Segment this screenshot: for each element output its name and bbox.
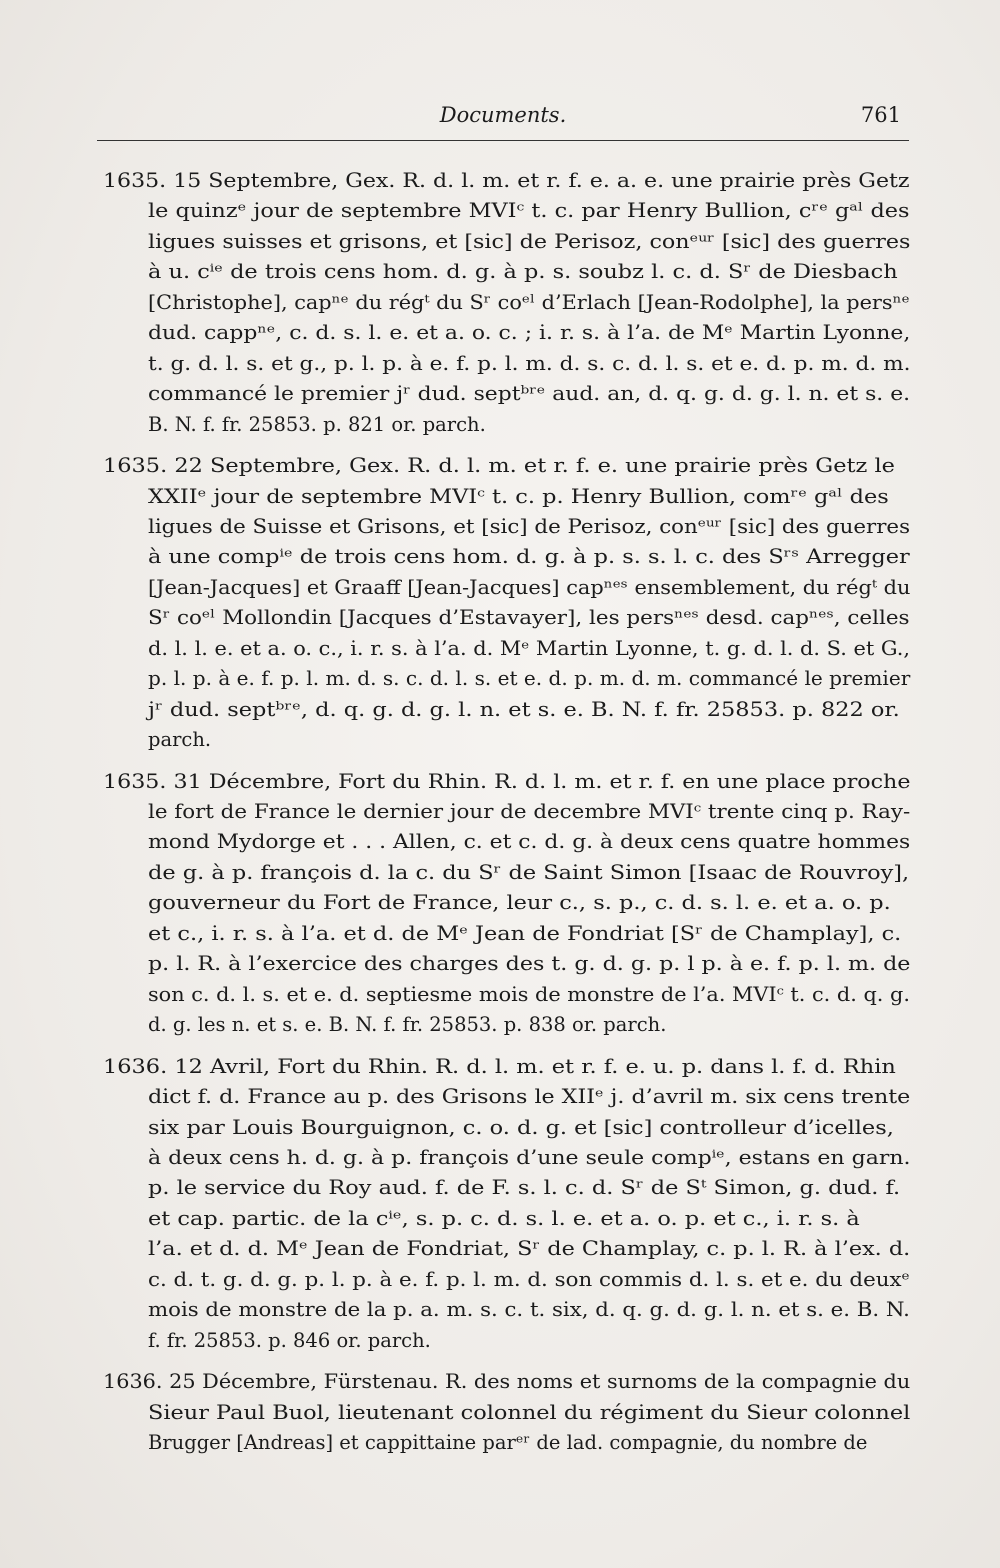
entry-line: jʳ dud. septᵇʳᵉ, d. q. g. d. g. l. n. et s. e. B. N. f. fr. 25853. p. 822 or. (148, 697, 900, 721)
entry-line: à deux cens h. d. g. à p. françois d’une seule compⁱᵉ, estans en garn. (148, 1145, 911, 1169)
entry-line: B. N. f. fr. 25853. p. 821 or. parch. (148, 412, 486, 436)
entry-line: et c., i. r. s. à l’a. et d. de Mᵉ Jean de Fondriat [Sʳ de Champlay], c. (148, 921, 902, 945)
entry-line: parch. (148, 728, 212, 752)
entry-line: ligues suisses et grisons, et [sic] de Perisoz, conᵉᵘʳ [sic] des guerres (148, 229, 911, 253)
entry-line: [Jean-Jacques] et Graaff [Jean-Jacques] capⁿᵉˢ ensemblement, du régᵗ du (148, 575, 911, 599)
entry-line: d. l. l. e. et a. o. c., i. r. s. à l’a. d. Mᵉ Martin Lyonne, t. g. d. l. d. S. et G., (148, 636, 911, 660)
entry-line: p. l. R. à l’exercice des charges des t. g. d. g. p. l p. à e. f. p. l. m. de (148, 952, 911, 976)
entry-line: mois de monstre de la p. a. m. s. c. t. six, d. q. g. d. g. l. n. et s. e. B. N. (148, 1298, 910, 1322)
entry-line: six par Louis Bourguignon, c. o. d. g. et [sic] controlleur d’icelles, (148, 1115, 894, 1139)
entry-line: mond Mydorge et . . . Allen, c. et c. d. g. à deux cens quatre hommes (148, 830, 911, 854)
entry-line: l’a. et d. d. Mᵉ Jean de Fondriat, Sʳ de Champlay, c. p. l. R. à l’ex. d. (148, 1237, 911, 1261)
entry-line: [Christophe], capⁿᵉ du régᵗ du Sʳ coᵉˡ d’Erlach [Jean-Rodolphe], la persⁿᵉ (148, 290, 910, 314)
entry-line: Sʳ coᵉˡ Mollondin [Jacques d’Estavayer], les persⁿᵉˢ desd. capⁿᵉˢ, celles (148, 606, 910, 630)
entry-line: à u. cⁱᵉ de trois cens hom. d. g. à p. s. soubz l. c. d. Sʳ de Diesbach (148, 260, 898, 284)
page-number: 761 (860, 103, 901, 127)
entry-line: t. g. d. l. s. et g., p. l. p. à e. f. p. l. m. d. s. c. d. l. s. et e. d. p. m. d. m. (148, 351, 911, 375)
entry-line: de g. à p. françois d. la c. du Sʳ de Saint Simon [Isaac de Rouvroy], (148, 860, 910, 884)
entry-line: Brugger [Andreas] et cappittaine parᵉʳ de lad. compagnie, du nombre de (148, 1431, 868, 1454)
entry-line: f. fr. 25853. p. 846 or. parch. (148, 1328, 431, 1352)
entry-first-line: 1635. 22 Septembre, Gex. R. d. l. m. et r. f. e. une prairie près Getz le (103, 454, 895, 478)
entry-first-line: 1636. 25 Décembre, Fürstenau. R. des noms et surnoms de la compagnie du (103, 1370, 911, 1394)
entry-line: p. l. p. à e. f. p. l. m. d. s. c. d. l. s. et e. d. p. m. d. m. commancé le premier (148, 667, 911, 691)
entry-line: dud. cappⁿᵉ, c. d. s. l. e. et a. o. c. ; i. r. s. à l’a. de Mᵉ Martin Lyonne, (148, 321, 911, 345)
entry-line: commancé le premier jʳ dud. septᵇʳᵉ aud. an, d. q. g. d. g. l. n. et s. e. (148, 382, 911, 406)
entry-first-line: 1635. 31 Décembre, Fort du Rhin. R. d. l. m. et r. f. en une place proche (103, 769, 911, 793)
entry-line: p. le service du Roy aud. f. de F. s. l. c. d. Sʳ de Sᵗ Simon, g. dud. f. (148, 1176, 901, 1200)
entry-line: XXIIᵉ jour de septembre MVIᶜ t. c. p. Henry Bullion, comʳᵉ gᵃˡ des (148, 484, 889, 508)
entry-line: ligues de Suisse et Grisons, et [sic] de Perisoz, conᵉᵘʳ [sic] des guerres (148, 514, 911, 538)
entry-line: gouverneur du Fort de France, leur c., s. p., c. d. s. l. e. et a. o. p. (148, 891, 891, 915)
entry-line: Sieur Paul Buol, lieutenant colonnel du régiment du Sieur colonnel (148, 1400, 911, 1424)
entry-line: son c. d. l. s. et e. d. septiesme mois de monstre de l’a. MVIᶜ t. c. d. q. g. (148, 982, 910, 1006)
entry-line: d. g. les n. et s. e. B. N. f. fr. 25853. p. 838 or. parch. (148, 1013, 667, 1037)
running-title: Documents. (439, 103, 567, 127)
entry-line: le quinzᵉ jour de septembre MVIᶜ t. c. par Henry Bullion, cʳᵉ gᵃˡ des (148, 199, 910, 223)
entry-first-line: 1636. 12 Avril, Fort du Rhin. R. d. l. m. et r. f. e. u. p. dans l. f. d. Rhin (103, 1054, 896, 1078)
entry-line: le fort de France le dernier jour de decembre MVIᶜ trente cinq p. Ray- (148, 800, 911, 823)
entry-line: et cap. partic. de la cⁱᵉ, s. p. c. d. s. l. e. et a. o. p. et c., i. r. s. à (148, 1206, 860, 1230)
entry-line: c. d. t. g. d. g. p. l. p. à e. f. p. l. m. d. son commis d. l. s. et e. du deuxᵉ (148, 1267, 910, 1291)
entry-line: dict f. d. France au p. des Grisons le XIIᵉ j. d’avril m. six cens trente (148, 1085, 911, 1109)
entry-line: à une compⁱᵉ de trois cens hom. d. g. à p. s. s. l. c. des Sʳˢ Arregger (148, 545, 910, 569)
entry-first-line: 1635. 15 Septembre, Gex. R. d. l. m. et r. f. e. a. e. une prairie près Getz (103, 169, 910, 192)
